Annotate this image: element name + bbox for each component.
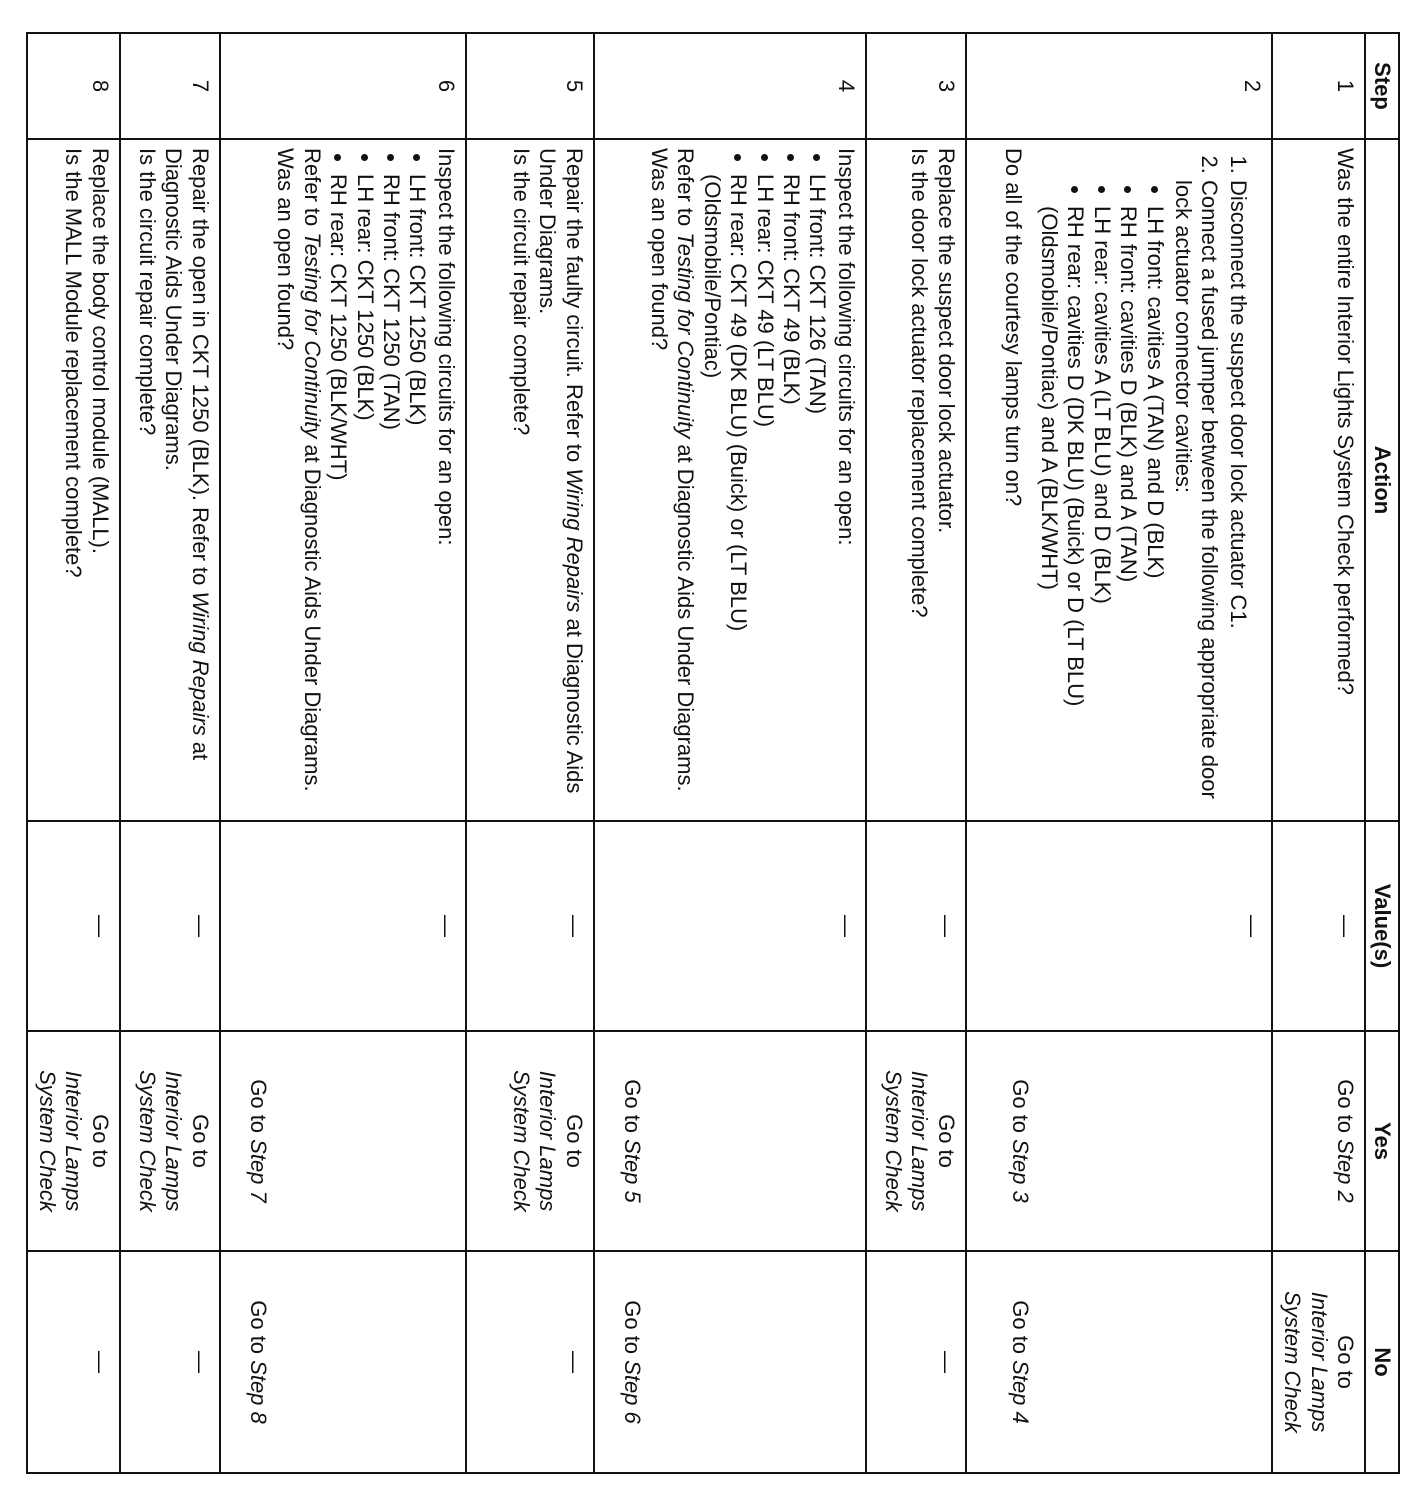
action-text: Replace the body control module (MALL).: [87, 148, 113, 554]
action-intro: Inspect the following circuits for an open:: [433, 148, 459, 546]
repair-suffix: at Diagnostic Aids Under Diagrams.: [161, 148, 213, 761]
action-cell: [220, 139, 466, 821]
numbered-item: 1. Disconnect the suspect door lock actuator C1.: [1224, 180, 1250, 812]
no-link: System Check: [1280, 1291, 1306, 1433]
refer-prefix: Refer to: [299, 148, 325, 233]
yes-link: System Check: [509, 1070, 535, 1212]
repair-link: Wiring Repairs: [187, 591, 213, 736]
yes-step-link: Step 5: [620, 1139, 646, 1203]
value-cell: —: [466, 821, 594, 1031]
bullet-item: • RH front: CKT 1250 (TAN): [378, 174, 404, 812]
bullet-item: • LH rear: CKT 49 (LT BLU): [751, 174, 777, 812]
yes-line: Go to: [187, 1114, 213, 1168]
no-prefix: Go to: [1008, 1300, 1034, 1361]
bullet-item: • LH rear: CKT 1250 (BLK): [351, 174, 377, 812]
no-cell: —: [27, 1251, 120, 1473]
yes-line: Go to: [933, 1114, 959, 1168]
bullet-item: • RH rear: CKT 49 (DK BLU) (Buick) or (LT BLU) (Oldsmobile/Pontiac): [698, 174, 751, 812]
yes-cell: [594, 1031, 866, 1251]
action-cell: [1272, 139, 1365, 821]
step-number: 8: [27, 33, 120, 139]
value-cell: —: [220, 821, 466, 1031]
no-prefix: Go to: [620, 1300, 646, 1361]
no-cell: —: [120, 1251, 220, 1473]
value-cell: —: [27, 821, 120, 1031]
step-number: 4: [594, 33, 866, 139]
refer-prefix: Refer to: [673, 148, 699, 233]
numbered-list: [1036, 148, 1251, 812]
no-cell: [966, 1251, 1272, 1473]
yes-cell: [466, 1031, 594, 1251]
action-cell: [120, 139, 220, 821]
bullet-list: [1036, 180, 1168, 812]
table-row: [466, 33, 594, 1473]
action-cell: [966, 139, 1272, 821]
diagnostic-table: [26, 32, 1400, 1474]
refer-suffix: at Diagnostic Aids Under Diagrams. Was an open found?: [647, 148, 699, 792]
yes-link: Interior Lamps: [535, 1070, 561, 1212]
yes-link: System Check: [881, 1070, 907, 1212]
table-row: [120, 33, 220, 1473]
no-step-link: Step 4: [1008, 1360, 1034, 1424]
action-cell: [594, 139, 866, 821]
bullet-item: • RH front: CKT 49 (BLK): [778, 174, 804, 812]
yes-link: Interior Lamps: [907, 1070, 933, 1212]
table-row: [220, 33, 466, 1473]
step-number: 3: [866, 33, 966, 139]
yes-cell: [966, 1031, 1272, 1251]
value-cell: —: [594, 821, 866, 1031]
action-question: Is the circuit repair complete?: [135, 148, 161, 436]
bullet-list: [698, 148, 830, 812]
values-header: Value(s): [1365, 821, 1399, 1031]
no-cell: —: [866, 1251, 966, 1473]
value-cell: —: [866, 821, 966, 1031]
step-number: 2: [966, 33, 1272, 139]
bullet-item: • LH front: CKT 126 (TAN): [804, 174, 830, 812]
yes-prefix: Go to: [1333, 1079, 1358, 1140]
numbered-item: [1036, 180, 1223, 812]
yes-header: Yes: [1365, 1031, 1399, 1251]
bullet-item: • RH rear: cavities D (DK BLU) (Buick) or D (LT BLU) (Oldsmobile/Pontiac) and A (BLK/WHT): [1036, 206, 1089, 812]
yes-link: System Check: [35, 1070, 61, 1212]
step-number: 6: [220, 33, 466, 139]
action-cell: [27, 139, 120, 821]
value-cell: —: [120, 821, 220, 1031]
action-question: Is the door lock actuator replacement complete?: [907, 148, 933, 618]
bullet-item: • RH front: cavities D (BLK) and A (TAN): [1115, 206, 1141, 812]
yes-cell: [1272, 1031, 1365, 1251]
yes-prefix: Go to: [246, 1079, 272, 1140]
yes-line: Go to: [87, 1114, 113, 1168]
no-cell: —: [466, 1251, 594, 1473]
no-link: Interior Lamps: [1306, 1291, 1332, 1433]
step-header: Step: [1365, 33, 1399, 139]
action-text: Was the entire Interior Lights System Check performed?: [1333, 148, 1358, 695]
action-header: Action: [1365, 139, 1399, 821]
action-text: Replace the suspect door lock actuator.: [933, 148, 959, 534]
yes-step-link: Step 7: [246, 1139, 272, 1203]
no-cell: [594, 1251, 866, 1473]
yes-link: System Check: [135, 1070, 161, 1212]
yes-line: Go to: [561, 1114, 587, 1168]
no-cell: [1272, 1251, 1365, 1473]
step-number: 5: [466, 33, 594, 139]
yes-prefix: Go to: [620, 1079, 646, 1140]
rotated-page: [30, 32, 1400, 1472]
repair-link: Wiring Repairs: [561, 468, 587, 613]
repair-suffix: at Diagnostic Aids Under Diagrams.: [535, 148, 587, 794]
action-question: Is the circuit repair complete?: [509, 148, 535, 436]
value-cell: —: [966, 821, 1272, 1031]
no-step-link: Step 6: [620, 1360, 646, 1424]
bullet-item: • LH rear: cavities A (LT BLU) and D (BLK): [1088, 206, 1114, 812]
table-row: [594, 33, 866, 1473]
yes-cell: [866, 1031, 966, 1251]
refer-link: Testing for Continuity: [299, 232, 325, 439]
no-cell: [220, 1251, 466, 1473]
action-intro: Inspect the following circuits for an open:: [833, 148, 859, 546]
action-cell: [466, 139, 594, 821]
no-header: No: [1365, 1251, 1399, 1473]
yes-cell: [120, 1031, 220, 1251]
numbered-item-text: Connect a fused jumper between the following appropriate door lock actuator connector cavities:: [1171, 180, 1223, 799]
refer-link: Testing for Continuity: [673, 232, 699, 439]
yes-cell: [220, 1031, 466, 1251]
table-row: [966, 33, 1272, 1473]
yes-step-link: Step 2: [1333, 1139, 1358, 1203]
table-row: [866, 33, 966, 1473]
table-row: [1272, 33, 1365, 1473]
no-step-link: Step 8: [246, 1360, 272, 1424]
yes-link: Interior Lamps: [61, 1070, 87, 1212]
yes-cell: [27, 1031, 120, 1251]
no-prefix: Go to: [246, 1300, 272, 1361]
table-row: [27, 33, 120, 1473]
step-number: 1: [1272, 33, 1365, 139]
bullet-item: • LH front: cavities A (TAN) and D (BLK): [1141, 206, 1167, 812]
bullet-item: • RH rear: CKT 1250 (BLK/WHT): [325, 174, 351, 812]
action-question: Is the MALL Module replacement complete?: [61, 148, 87, 578]
action-cell: [866, 139, 966, 821]
action-question: Do all of the courtesy lamps turn on?: [1000, 148, 1026, 507]
repair-prefix: Repair the open in CKT 1250 (BLK). Refer to: [187, 148, 213, 592]
yes-step-link: Step 3: [1008, 1139, 1034, 1203]
header-row: [1365, 33, 1399, 1473]
no-line: Go to: [1333, 1335, 1358, 1389]
yes-link: Interior Lamps: [161, 1070, 187, 1212]
refer-suffix: at Diagnostic Aids Under Diagrams. Was an open found?: [273, 148, 325, 792]
bullet-item: • LH front: CKT 1250 (BLK): [404, 174, 430, 812]
step-number: 7: [120, 33, 220, 139]
repair-prefix: Repair the faulty circuit. Refer to: [561, 148, 587, 469]
yes-prefix: Go to: [1008, 1079, 1034, 1140]
value-cell: —: [1272, 821, 1365, 1031]
bullet-list: [325, 148, 431, 812]
